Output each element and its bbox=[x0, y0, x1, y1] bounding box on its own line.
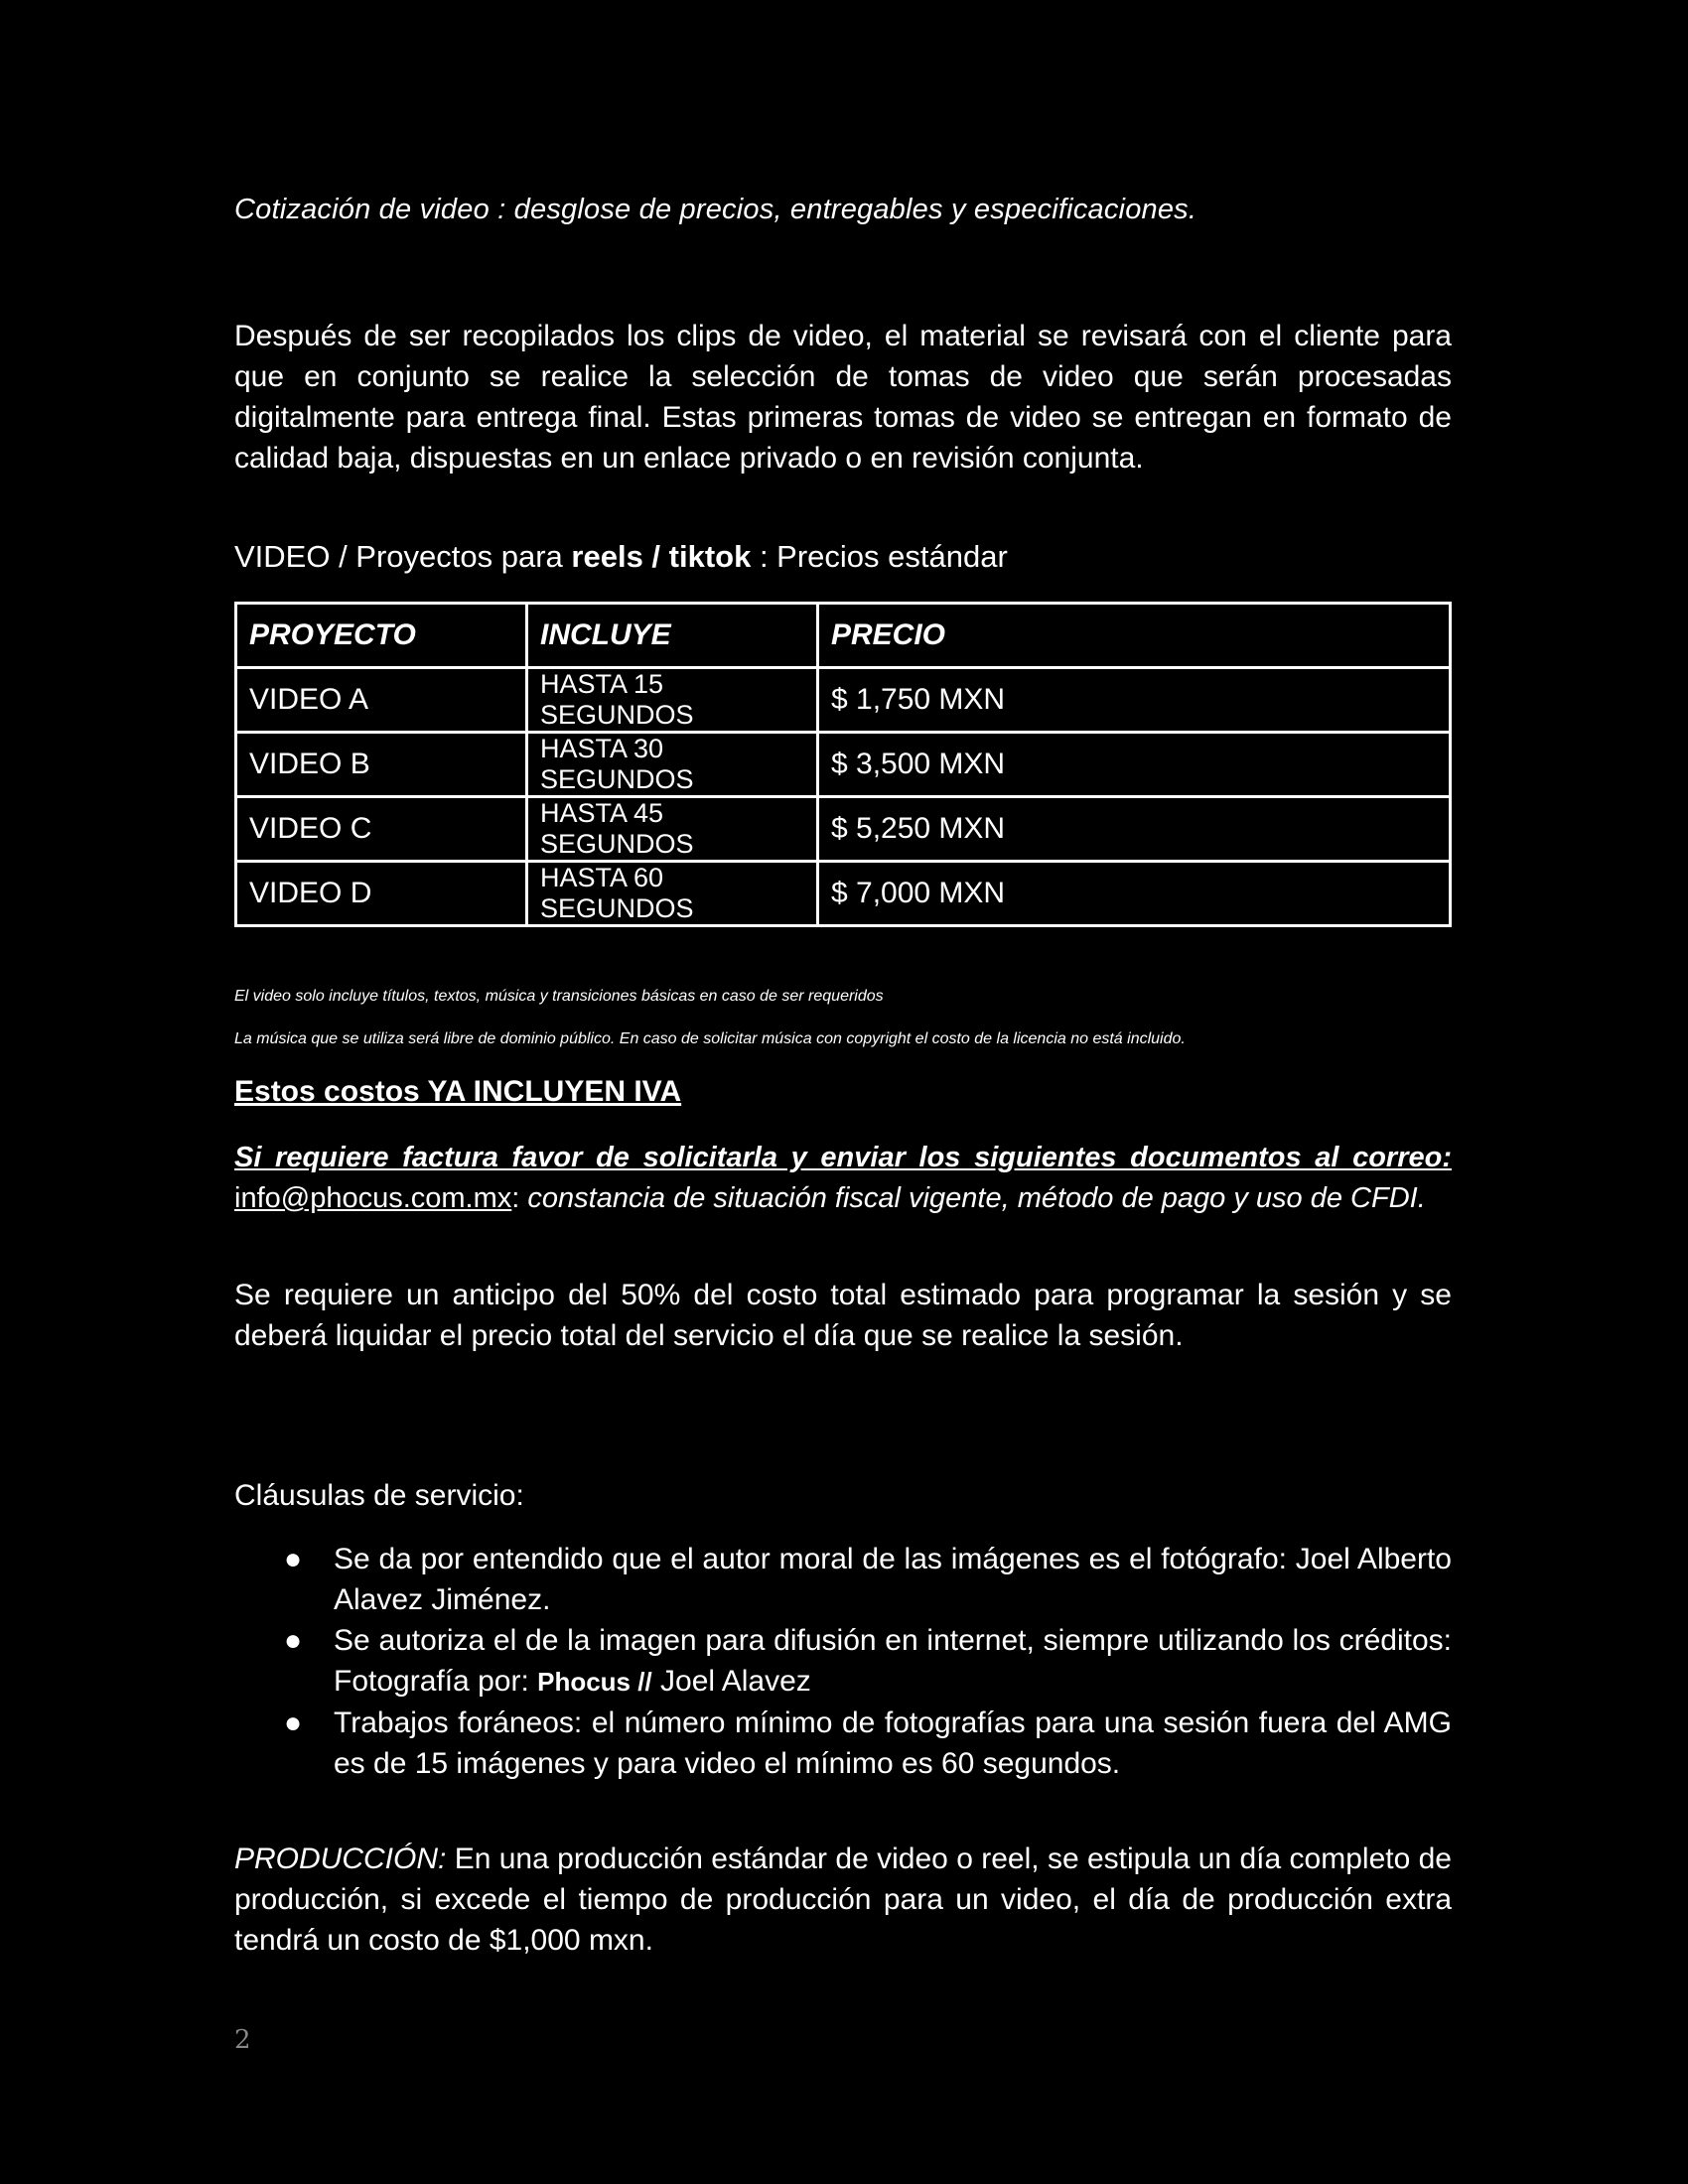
email-link[interactable]: info@phocus.com.mx bbox=[234, 1182, 512, 1214]
table-row bbox=[236, 862, 1451, 926]
page-number: 2 bbox=[234, 2025, 251, 2055]
clause-text: Trabajos foráneos: el número mínimo de fotografías para una sesión fuera del AMG es de 15 imágenes y para video el mínimo es 60 segundos. bbox=[334, 1706, 1452, 1780]
table-cell-project: VIDEO C bbox=[236, 797, 527, 862]
clause-text: Se da por entendido que el autor moral de las imágenes es el fotógrafo: Joel Alberto Alavez Jiménez. bbox=[334, 1543, 1452, 1616]
table-row bbox=[236, 733, 1451, 797]
table-cell-price: $ 1,750 MXN bbox=[818, 668, 1451, 733]
invoice-documents: constancia de situación fiscal vigente, método de pago y uso de CFDI. bbox=[527, 1182, 1426, 1214]
table-cell-price: $ 3,500 MXN bbox=[818, 733, 1451, 797]
section-title bbox=[234, 539, 1008, 575]
section-title-prefix: VIDEO / Proyectos para bbox=[234, 539, 572, 574]
table-header-includes: INCLUYE bbox=[527, 604, 818, 668]
table-cell-includes: HASTA 15 SEGUNDOS bbox=[527, 668, 818, 733]
production-text: En una producción estándar de video o reel, se estipula un día completo de producción, si excede el tiempo de producción para un video, el día de producción extra tendrá un costo de $1,000 mxn. bbox=[234, 1843, 1452, 1957]
price-table bbox=[234, 602, 1452, 927]
table-cell-includes: HASTA 60 SEGUNDOS bbox=[527, 862, 818, 926]
bullet-icon: ● bbox=[284, 1624, 303, 1657]
brand-name: Phocus // bbox=[537, 1667, 652, 1697]
table-cell-project: VIDEO B bbox=[236, 733, 527, 797]
invoice-request: Si requiere factura favor de solicitarla y enviar los siguientes documentos al correo: bbox=[234, 1142, 1452, 1173]
table-cell-project: VIDEO D bbox=[236, 862, 527, 926]
table-cell-project: VIDEO A bbox=[236, 668, 527, 733]
clause-text: Se autoriza el de la imagen para difusión en internet, siempre utilizando los créditos: Fotografía por: bbox=[334, 1624, 1452, 1698]
list-item bbox=[234, 1539, 1452, 1620]
clauses-list bbox=[234, 1539, 1452, 1784]
music-license-note: La música que se utiliza será libre de dominio público. En caso de solicitar música con copyright el costo de la licencia no está incluido. bbox=[234, 1030, 1186, 1047]
video-includes-note: El video solo incluye títulos, textos, música y transiciones básicas en caso de ser requeridos bbox=[234, 988, 884, 1005]
table-cell-includes: HASTA 30 SEGUNDOS bbox=[527, 733, 818, 797]
section-title-bold: reels / tiktok bbox=[571, 539, 752, 574]
table-header-row bbox=[236, 604, 1451, 668]
list-item bbox=[234, 1620, 1452, 1703]
table-cell-price: $ 7,000 MXN bbox=[818, 862, 1451, 926]
bullet-icon: ● bbox=[284, 1543, 303, 1575]
clauses-title: Cláusulas de servicio: bbox=[234, 1479, 524, 1512]
production-lead: PRODUCCIÓN: bbox=[234, 1843, 447, 1875]
deposit-paragraph: Se requiere un anticipo del 50% del costo total estimado para programar la sesión y se deberá liquidar el precio total del servicio el día que se realice la sesión. bbox=[234, 1279, 1452, 1352]
intro-paragraph: Después de ser recopilados los clips de video, el material se revisará con el cliente para que en conjunto se realice la selección de tomas de video que serán procesadas digitalmente para entrega final. Estas primeras tomas de video se entregan en formato de calidad baja, dispuestas en un enlace privado o en revisión conjunta. bbox=[234, 320, 1452, 475]
document-subtitle: Cotización de video : desglose de precios, entregables y especificaciones. bbox=[234, 194, 1197, 225]
table-header-project: PROYECTO bbox=[236, 604, 527, 668]
bullet-icon: ● bbox=[284, 1706, 303, 1739]
list-item bbox=[234, 1703, 1452, 1784]
table-cell-price: $ 5,250 MXN bbox=[818, 797, 1451, 862]
invoice-separator: : bbox=[511, 1182, 528, 1214]
table-row bbox=[236, 797, 1451, 862]
production-paragraph bbox=[234, 1839, 1452, 1961]
table-cell-includes: HASTA 45 SEGUNDOS bbox=[527, 797, 818, 862]
table-row bbox=[236, 668, 1451, 733]
clause-text-end: Joel Alavez bbox=[651, 1665, 811, 1698]
section-title-suffix: : Precios estándar bbox=[751, 539, 1008, 574]
iva-notice: Estos costos YA INCLUYEN IVA bbox=[234, 1075, 682, 1108]
invoice-paragraph bbox=[234, 1138, 1452, 1219]
table-header-price: PRECIO bbox=[818, 604, 1451, 668]
